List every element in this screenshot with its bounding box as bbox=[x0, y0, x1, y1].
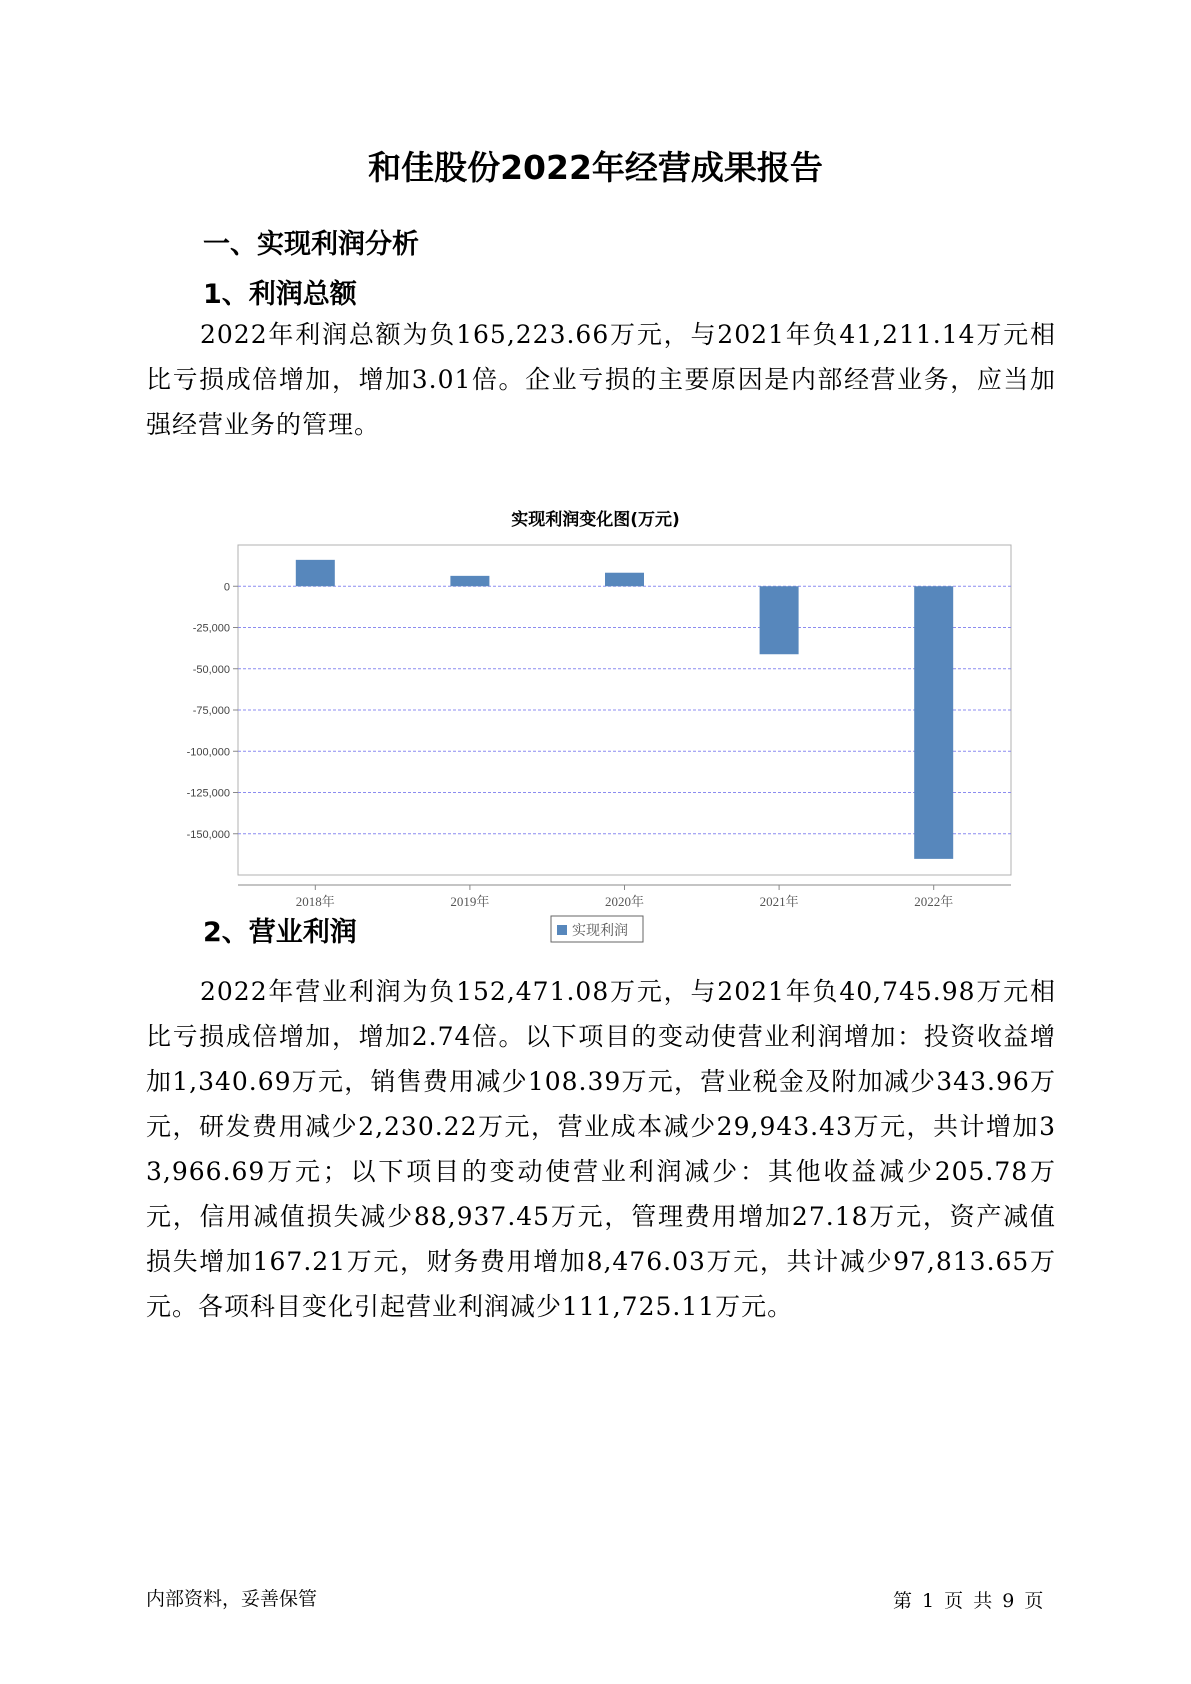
x-tick-label: 2020年 bbox=[604, 894, 645, 909]
section-heading-profit-analysis: 一、实现利润分析 bbox=[203, 229, 419, 260]
subsection-heading-operating-profit: 2、营业利润 bbox=[203, 917, 357, 948]
bar-2019年 bbox=[450, 576, 489, 586]
bar-2020年 bbox=[605, 573, 644, 587]
bar-2018年 bbox=[296, 560, 335, 586]
y-tick-label: 0 bbox=[223, 581, 230, 594]
y-axis-ticks bbox=[187, 581, 238, 841]
page-title: 和佳股份2022年经营成果报告 bbox=[368, 148, 823, 187]
y-tick-label: -50,000 bbox=[192, 663, 230, 676]
chart-legend bbox=[551, 916, 643, 942]
y-tick-label: -150,000 bbox=[186, 828, 230, 841]
footer-confidential-note: 内部资料，妥善保管 bbox=[146, 1588, 318, 1610]
y-tick-label: -25,000 bbox=[192, 622, 230, 635]
legend-label: 实现利润 bbox=[572, 924, 628, 939]
y-tick-label: -125,000 bbox=[186, 787, 230, 800]
y-tick-label: -100,000 bbox=[186, 746, 230, 759]
subsection-heading-total-profit: 1、利润总额 bbox=[203, 279, 357, 310]
x-tick-label: 2021年 bbox=[759, 894, 799, 909]
footer-page-number: 第 1 页 共 9 页 bbox=[893, 1590, 1044, 1612]
x-tick-label: 2019年 bbox=[450, 894, 490, 909]
chart-title: 实现利润变化图(万元) bbox=[511, 510, 680, 530]
paragraph-operating-profit: 2022年营业利润为负152,471.08万元，与2021年负40,745.98万元相比亏损成倍增加，增加2.74倍。以下项目的变动使营业利润增加：投资收益增加1,340.69万元，销售费用减少108.39万元，营业税金及附加减少343.96万元，研发费用减少2,230.22万元，营业成本减少29,943.43万元，共计增加33,966.69万元；以下项目的变动使营业利润减少：其他收益减少205.78万元，信用减值损失减少88,937.45万元，管理费用增加27.18万元，资产减值损失增加167.21万元，财务费用增加8,476.03万元，共计减少97,813.65万元。各项科目变化引起营业利润减少111,725.11万元。 bbox=[146, 977, 1056, 1321]
x-tick-label: 2022年 bbox=[914, 894, 954, 909]
bar-2022年 bbox=[914, 586, 953, 859]
x-tick-label: 2018年 bbox=[295, 894, 335, 909]
paragraph-total-profit: 2022年利润总额为负165,223.66万元，与2021年负41,211.14万元相比亏损成倍增加，增加3.01倍。企业亏损的主要原因是内部经营业务，应当加强经营业务的管理。 bbox=[146, 320, 1056, 439]
y-tick-label: -75,000 bbox=[192, 705, 230, 717]
profit-bar-chart bbox=[150, 535, 1020, 955]
legend-swatch bbox=[557, 925, 567, 935]
x-axis-ticks bbox=[296, 885, 953, 909]
bar-2021年 bbox=[760, 586, 799, 654]
